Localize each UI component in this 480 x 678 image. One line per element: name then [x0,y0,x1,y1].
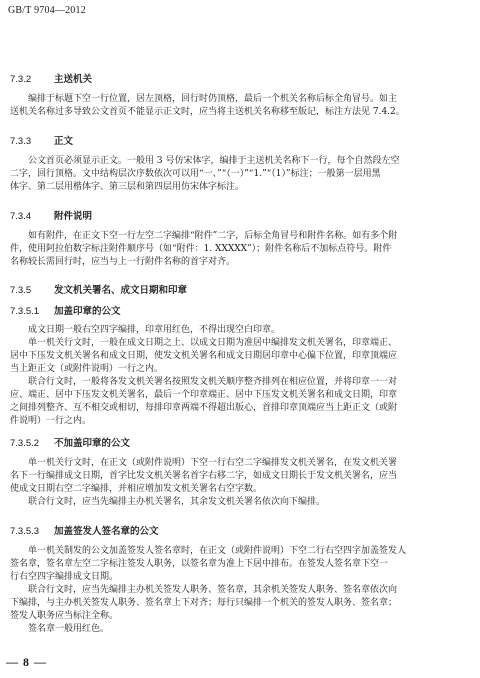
section-number: 7.3.4 [10,211,32,222]
section-body-7-3-5-2 [10,457,472,509]
section-heading-7-3-5-3 [10,523,159,537]
text-line: 应、端正、居中下压发文机关署名，最后一个印章端正、居中下压发文机关署名和成文日期，印章 [10,390,398,400]
text-line: 当上距正文（或附件说明）一行之内。 [10,364,164,374]
text-line: 送机关名称过多导致公文首页不能显示正文时，应当将主送机关名称移至版记，标注方法见 7.4.2。 [10,107,405,117]
text-line: 名称较长需回行时，应当与上一行附件名称的首字对齐。 [10,257,236,267]
text-line: 之间排列整齐、互不相交或相切，每排印章两端不得超出版心，首排印章顶端应当上距正文（或附 [10,403,398,413]
section-heading-7-3-3 [10,133,73,147]
text-line: 使成文日期右空二字编排，并相应增加发文机关署名右空字数。 [10,484,263,494]
text-line: 单一机关行文时，一般在成文日期之上、以成文日期为准居中编排发文机关署名，印章端正、 [28,338,398,348]
section-body-7-3-5-3 [10,545,472,636]
text-line: 成文日期一般右空四字编排，印章用红色，不得出现空白印章。 [28,325,281,335]
section-title: 发文机关署名、成文日期和印章 [54,285,188,296]
text-line: 联合行文时，应当先编排主办机关签发人职务、签名章，其余机关签发人职务、签名章依次向 [28,585,398,595]
page-number: — 8 — [6,655,47,669]
section-number: 7.3.5.1 [10,306,40,317]
text-line: 联合行文时，应当先编排主办机关署名，其余发文机关署名依次向下编排。 [28,497,326,507]
text-line: 二字，回行顶格。文中结构层次序数依次可以用“一、”“（一）”“1.”“（1）”标注；一般第一层用黑 [10,169,381,179]
text-line: 单一机关制发的公文加盖签发人签名章时，在正文（或附件说明）下空二行右空四字加盖签发人 [28,546,407,556]
section-body-7-3-5-1 [10,324,472,428]
text-line: 签名章，签名章左空二字标注签发人职务，以签名章为准上下居中排布。在签发人签名章下空一 [10,559,389,569]
text-line: 联合行文时，一般将各发文机关署名按照发文机关顺序整齐排列在相应位置，并将印章一一对 [28,377,398,387]
text-line: 编排于标题下空一行位置，居左顶格，回行时仍顶格，最后一个机关名称后标全角冒号。如主 [28,94,398,104]
section-heading-7-3-2 [10,71,92,85]
section-body-7-3-2 [10,93,472,119]
section-title: 附件说明 [54,211,93,222]
text-line: 行右空四字编排成文日期。 [10,572,119,582]
section-title: 加盖印章的公文 [54,306,121,317]
section-heading-7-3-5-1 [10,303,121,317]
text-line: 签发人职务应当标注全称。 [10,611,119,621]
section-title: 正文 [54,136,74,147]
text-line: 居中下压发文机关署名和成文日期，使发文机关署名和成文日期居印章中心偏下位置，印章顶端应 [10,351,398,361]
section-number: 7.3.5 [10,285,32,296]
section-heading-7-3-5 [10,282,187,296]
section-body-7-3-3 [10,155,472,194]
section-number: 7.3.2 [10,74,32,85]
section-number: 7.3.3 [10,136,32,147]
section-title: 主送机关 [54,74,93,85]
text-line: 签名章一般用红色。 [28,624,110,634]
section-heading-7-3-5-2 [10,435,130,449]
section-title: 加盖签发人签名章的公文 [54,526,159,537]
text-line: 下编排，与主办机关签发人职务、签名章上下对齐；每行只编排一个机关的签发人职务、签名章； [10,598,398,608]
text-line: 件，使用阿拉伯数字标注附件顺序号（如“附件：1. XXXXX”）；附件名称后不加标点符号。附件 [10,244,392,254]
section-body-7-3-4 [10,230,472,269]
text-line: 公文首页必须显示正文。一般用 3 号仿宋体字，编排于主送机关名称下一行，每个自然段左空 [28,156,400,166]
standard-number-header: GB/T 9704—2012 [8,5,86,16]
section-title: 不加盖印章的公文 [54,438,131,449]
text-line: 单一机关行文时，在正文（或附件说明）下空一行右空二字编排发文机关署名，在发文机关署 [28,458,398,468]
text-line: 名下一行编排成文日期，首字比发文机关署名首字右移二字，如成文日期长于发文机关署名，应当 [10,471,398,481]
text-line: 体字、第二层用楷体字、第三层和第四层用仿宋体字标注。 [10,182,245,192]
text-line: 件说明）一行之内。 [10,416,92,426]
section-number: 7.3.5.2 [10,438,40,449]
section-number: 7.3.5.3 [10,526,40,537]
section-heading-7-3-4 [10,208,92,222]
text-line: 如有附件，在正文下空一行左空二字编排“附件”二字，后标全角冒号和附件名称。如有多个附 [28,231,398,241]
